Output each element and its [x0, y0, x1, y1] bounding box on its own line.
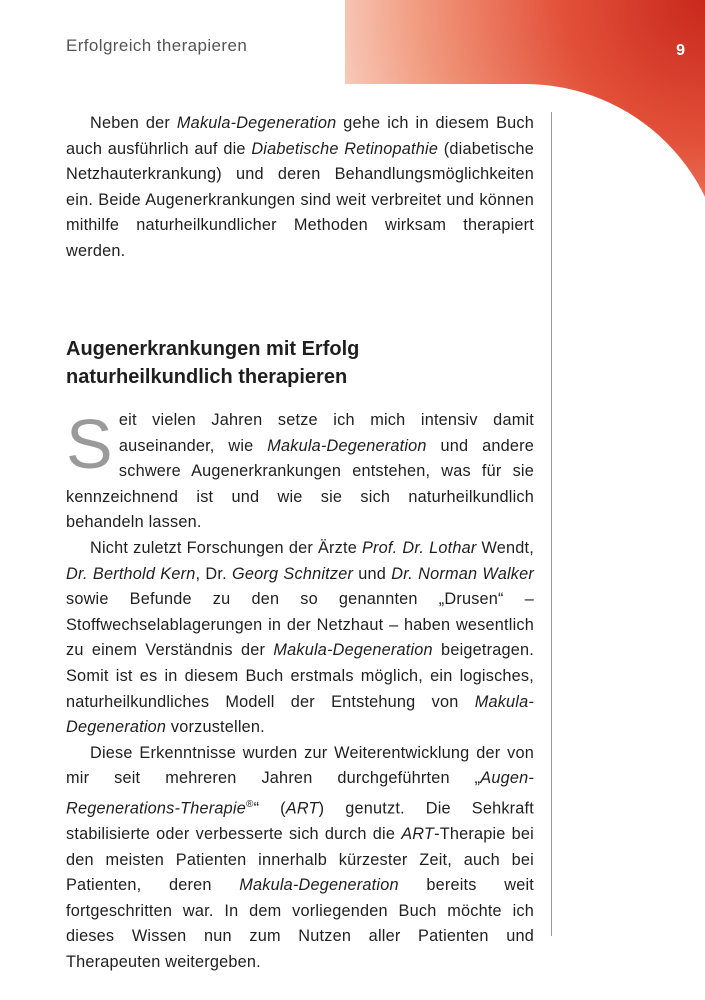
running-title: Erfolgreich therapieren	[66, 36, 248, 55]
page-number: 9	[676, 42, 685, 59]
paragraph-3: Diese Erkenntnisse wurden zur Weiterentwicklung der von mir seit mehreren Jahren durchgeführten „Augen-Regenerations-Therapie®“ (ART) genutzt. Die Sehkraft stabilisierte oder verbesserte sich durch die ART-Therapie bei den meisten Patienten innerhalb kürzester Zeit, auch bei Patienten, deren Makula-Degeneration bereits weit fortgeschritten war. In dem vorliegenden Buch möchte ich dieses Wissen nun zum Nutzen aller Patienten und Therapeuten weitergeben.	[66, 743, 535, 971]
section-heading	[66, 335, 536, 391]
body-text	[66, 405, 535, 975]
paragraph-1-text: eit vielen Jahren setze ich mich intensiv damit auseinander, wie Makula-Degeneration und andere schwere Augenerkrankungen entstehen, was für sie kennzeichnend ist und wie sie sich naturheilkundlich behandeln lassen.	[66, 411, 534, 532]
paragraph-1	[66, 405, 534, 536]
intro-text	[66, 111, 534, 265]
heading-line-2: naturheilkundlich therapieren	[66, 366, 348, 388]
drop-cap: S	[66, 405, 113, 483]
paragraph-2: Nicht zuletzt Forschungen der Ärzte Prof. Dr. Lothar Wendt, Dr. Berthold Kern, Dr. Georg Schnitzer und Dr. Norman Walker sowie Befunde zu den so genannten „Drusen“ – Stoffwechselablagerungen in der Netzhaut – haben wesentlich zu einem Verständnis der Makula-Degeneration beigetragen. Somit ist es in diesem Buch erstmals möglich, ein logisches, naturheilkundliches Modell der Entstehung von Makula-Degeneration vorzustellen.	[66, 538, 534, 737]
intro-paragraph: Neben der Makula-Degeneration gehe ich in diesem Buch auch ausführlich auf die Diabetische Retinopathie (diabetische Netzhauterkrankung) und deren Behandlungsmöglichkeiten ein. Beide Augenerkrankungen sind weit verbreitet und können mithilfe naturheilkundlicher Methoden wirksam therapiert werden.	[66, 114, 534, 260]
heading-line-1: Augenerkrankungen mit Erfolg	[66, 338, 360, 360]
margin-rule	[551, 112, 552, 936]
